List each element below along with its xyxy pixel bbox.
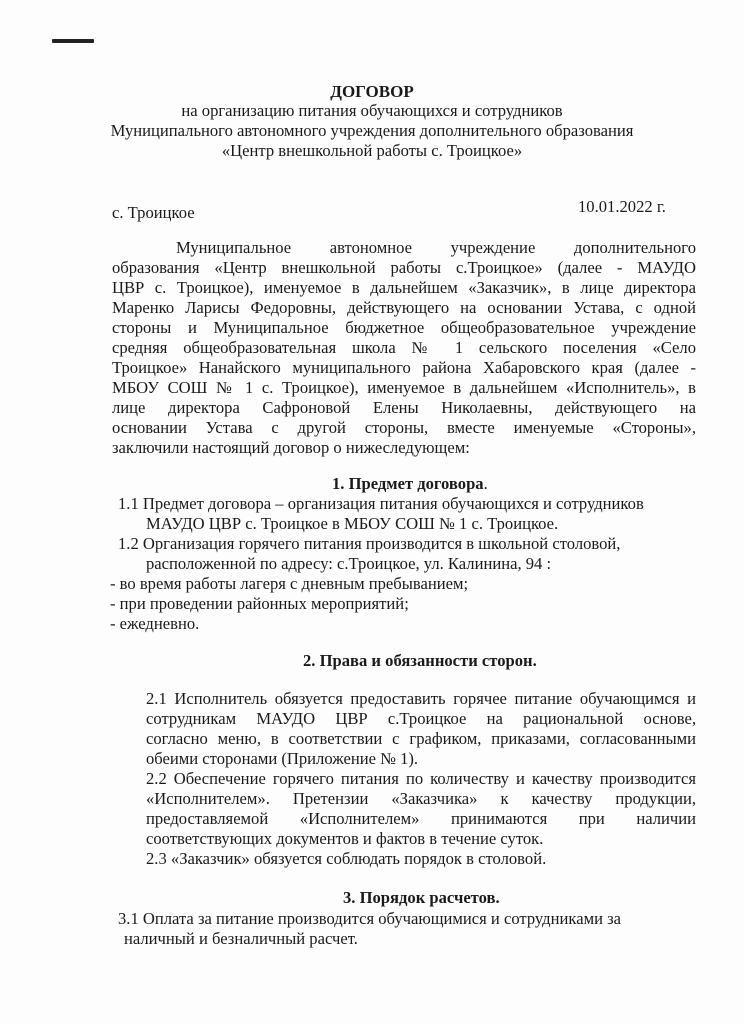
section-1-line: - во время работы лагеря с дневным пребыванием;: [110, 574, 469, 593]
preamble-line: заключили настоящий договор о нижеследующем:: [112, 438, 470, 457]
subtitle-line-3: «Центр внешкольной работы с. Троицкое»: [221, 141, 523, 160]
contract-date: 10.01.2022 г.: [578, 197, 666, 216]
section-2-line: 2.1 Исполнитель обязуется предоставить горячее питание обучающимся и: [146, 689, 696, 708]
section-2-line: сотрудникам МАУДО ЦВР с.Троицкое на рациональной основе,: [146, 709, 696, 728]
section-1-heading: [332, 474, 488, 494]
section-2-line: обеими сторонами (Приложение № 1).: [146, 749, 419, 768]
subtitle-line-2: Муниципального автономного учреждения дополнительного образования: [110, 121, 634, 140]
preamble-line: МБОУ СОШ № 1 с. Троицкое), именуемое в дальнейшем «Исполнитель», в: [112, 378, 696, 397]
section-3-line: 3.1 Оплата за питание производится обучающимися и сотрудниками за: [118, 909, 622, 928]
section-1-line: - ежедневно.: [110, 614, 200, 633]
section-2-line: «Исполнителем». Претензии «Заказчика» к качеству продукции,: [146, 789, 696, 808]
section-2-line: соответствующих документов и фактов в течение суток.: [146, 829, 544, 848]
document-title: ДОГОВОР: [330, 82, 414, 101]
preamble-line: ЦВР с. Троицкое), именуемое в дальнейшем «Заказчик», в лице директора: [112, 278, 696, 297]
section-2-line: 2.2 Обеспечение горячего питания по количеству и качеству производится: [146, 769, 696, 788]
preamble-line: Маренко Ларисы Федоровны, действующего на основании Устава, с одной: [112, 298, 696, 317]
section-2-line: предоставляемой «Исполнителем» принимаются при наличии: [146, 809, 696, 828]
section-1-line: - при проведении районных мероприятий;: [110, 594, 409, 613]
section-1-line: 1.2 Организация горячего питания производится в школьной столовой,: [118, 534, 621, 553]
place: с. Троицкое: [112, 203, 195, 222]
preamble-line: средняя общеобразовательная школа № 1 сельского поселения «Село: [112, 338, 696, 357]
section-1-line: МАУДО ЦВР с. Троицкое в МБОУ СОШ № 1 с. Троицкое.: [146, 514, 559, 533]
section-1-line: 1.1 Предмет договора – организация питания обучающихся и сотрудников: [118, 494, 644, 513]
preamble-line: стороны и Муниципальное бюджетное общеобразовательное учреждение: [112, 318, 696, 337]
preamble-line: образования «Центр внешкольной работы с.Троицкое» (далее - МАУДО: [112, 258, 696, 277]
section-3-line: наличный и безналичный расчет.: [124, 929, 358, 948]
section-2-line: 2.3 «Заказчик» обязуется соблюдать порядок в столовой.: [146, 849, 547, 868]
preamble-line: основании Устава с другой стороны, вместе именуемые «Стороны»,: [112, 418, 696, 437]
section-2-line: согласно меню, в соответствии с графиком, приказами, согласованными: [146, 729, 696, 748]
subtitle-line-1: на организацию питания обучающихся и сотрудников: [181, 101, 563, 120]
scan-mark: [52, 39, 94, 43]
section-1-line: расположенной по адресу: с.Троицкое, ул. Калинина, 94 :: [146, 554, 552, 573]
preamble-line: Муниципальное автономное учреждение дополнительного: [176, 238, 696, 257]
preamble-line: лице директора Сафроновой Елены Николаевны, действующего на: [112, 398, 696, 417]
section-1-heading-dot: .: [483, 474, 488, 493]
section-3-heading: 3. Порядок расчетов.: [343, 888, 500, 907]
section-1-heading-text: 1. Предмет договора: [332, 474, 484, 493]
preamble-line: Троицкое» Нанайского муниципального района Хабаровского края (далее -: [112, 358, 696, 377]
section-2-heading: 2. Права и обязанности сторон.: [303, 651, 537, 670]
